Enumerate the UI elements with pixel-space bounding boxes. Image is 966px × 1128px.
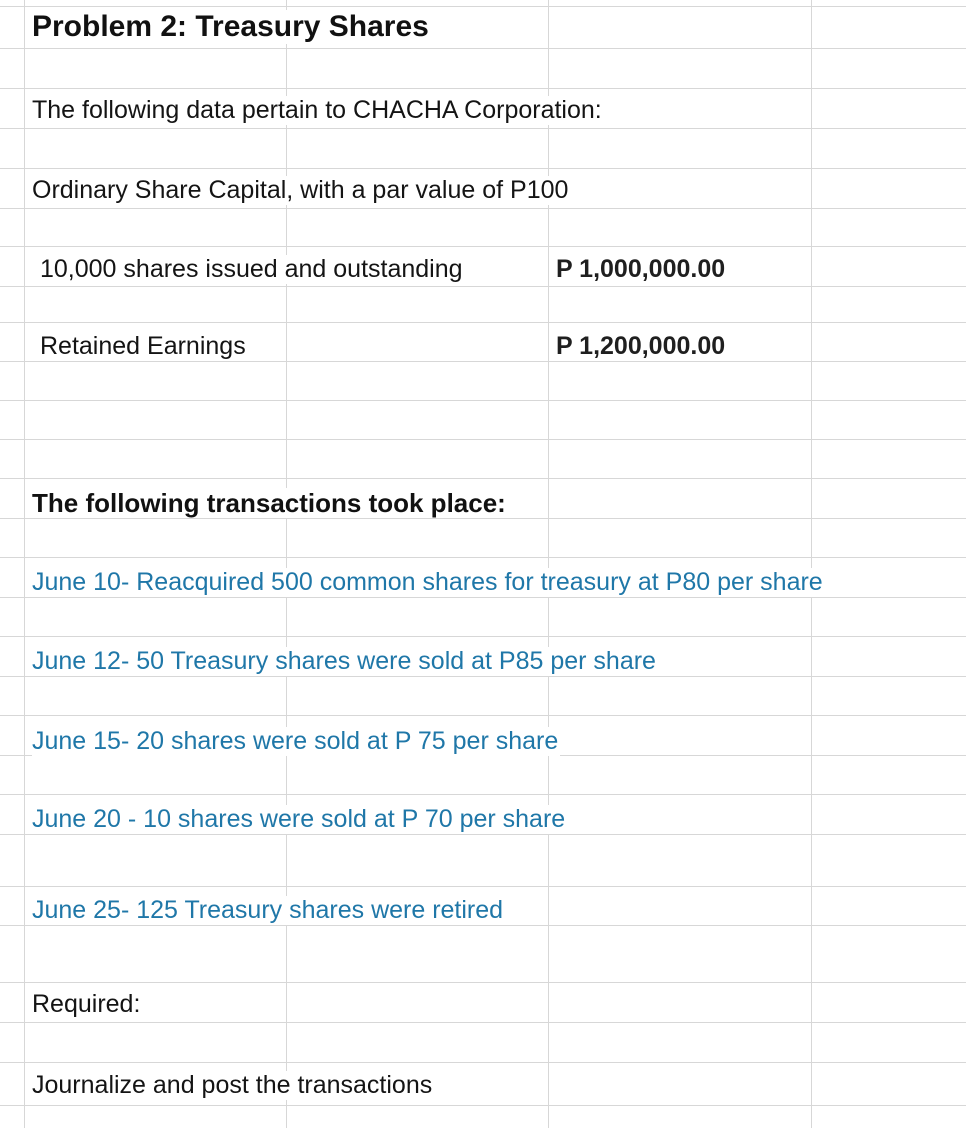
shares-outstanding-label: 10,000 shares issued and outstanding [40,255,463,283]
transactions-heading: The following transactions took place: [32,488,506,518]
gridline [0,439,966,440]
transaction-item: June 12- 50 Treasury shares were sold at P85 per share [32,647,656,675]
gridline [0,168,966,169]
column-border [286,0,287,1128]
gridline [0,597,966,598]
intro-text: The following data pertain to CHACHA Corporation: [32,96,602,124]
gridline [0,518,966,519]
gridline [0,322,966,323]
gridline [0,246,966,247]
gridline [0,982,966,983]
gridline [0,48,966,49]
row-header-border [24,0,25,1128]
gridline [0,886,966,887]
required-label: Required: [32,990,141,1018]
gridline [0,1105,966,1106]
share-capital-amount: P 1,000,000.00 [556,255,726,283]
gridline [0,478,966,479]
gridline [0,286,966,287]
gridline [0,361,966,362]
gridline [0,128,966,129]
gridline [0,834,966,835]
gridline [0,794,966,795]
gridline [0,1062,966,1063]
share-capital-label: Ordinary Share Capital, with a par value of P100 [32,176,569,204]
gridline [0,88,966,89]
gridline [0,676,966,677]
gridline [0,557,966,558]
gridline [0,1022,966,1023]
column-border [811,0,812,1128]
gridline [0,400,966,401]
required-text: Journalize and post the transactions [32,1071,433,1099]
gridline [0,208,966,209]
gridline [0,6,966,7]
transaction-item: June 25- 125 Treasury shares were retired [32,896,504,924]
gridline [0,925,966,926]
problem-title: Problem 2: Treasury Shares [32,10,429,43]
transaction-item: June 15- 20 shares were sold at P 75 per share [32,727,559,755]
retained-earnings-amount: P 1,200,000.00 [556,332,726,360]
column-border [548,0,549,1128]
transaction-item: June 10- Reacquired 500 common shares for treasury at P80 per share [32,568,823,596]
gridline [0,715,966,716]
gridline [0,636,966,637]
transaction-item: June 20 - 10 shares were sold at P 70 per share [32,805,566,833]
retained-earnings-label: Retained Earnings [40,332,246,360]
